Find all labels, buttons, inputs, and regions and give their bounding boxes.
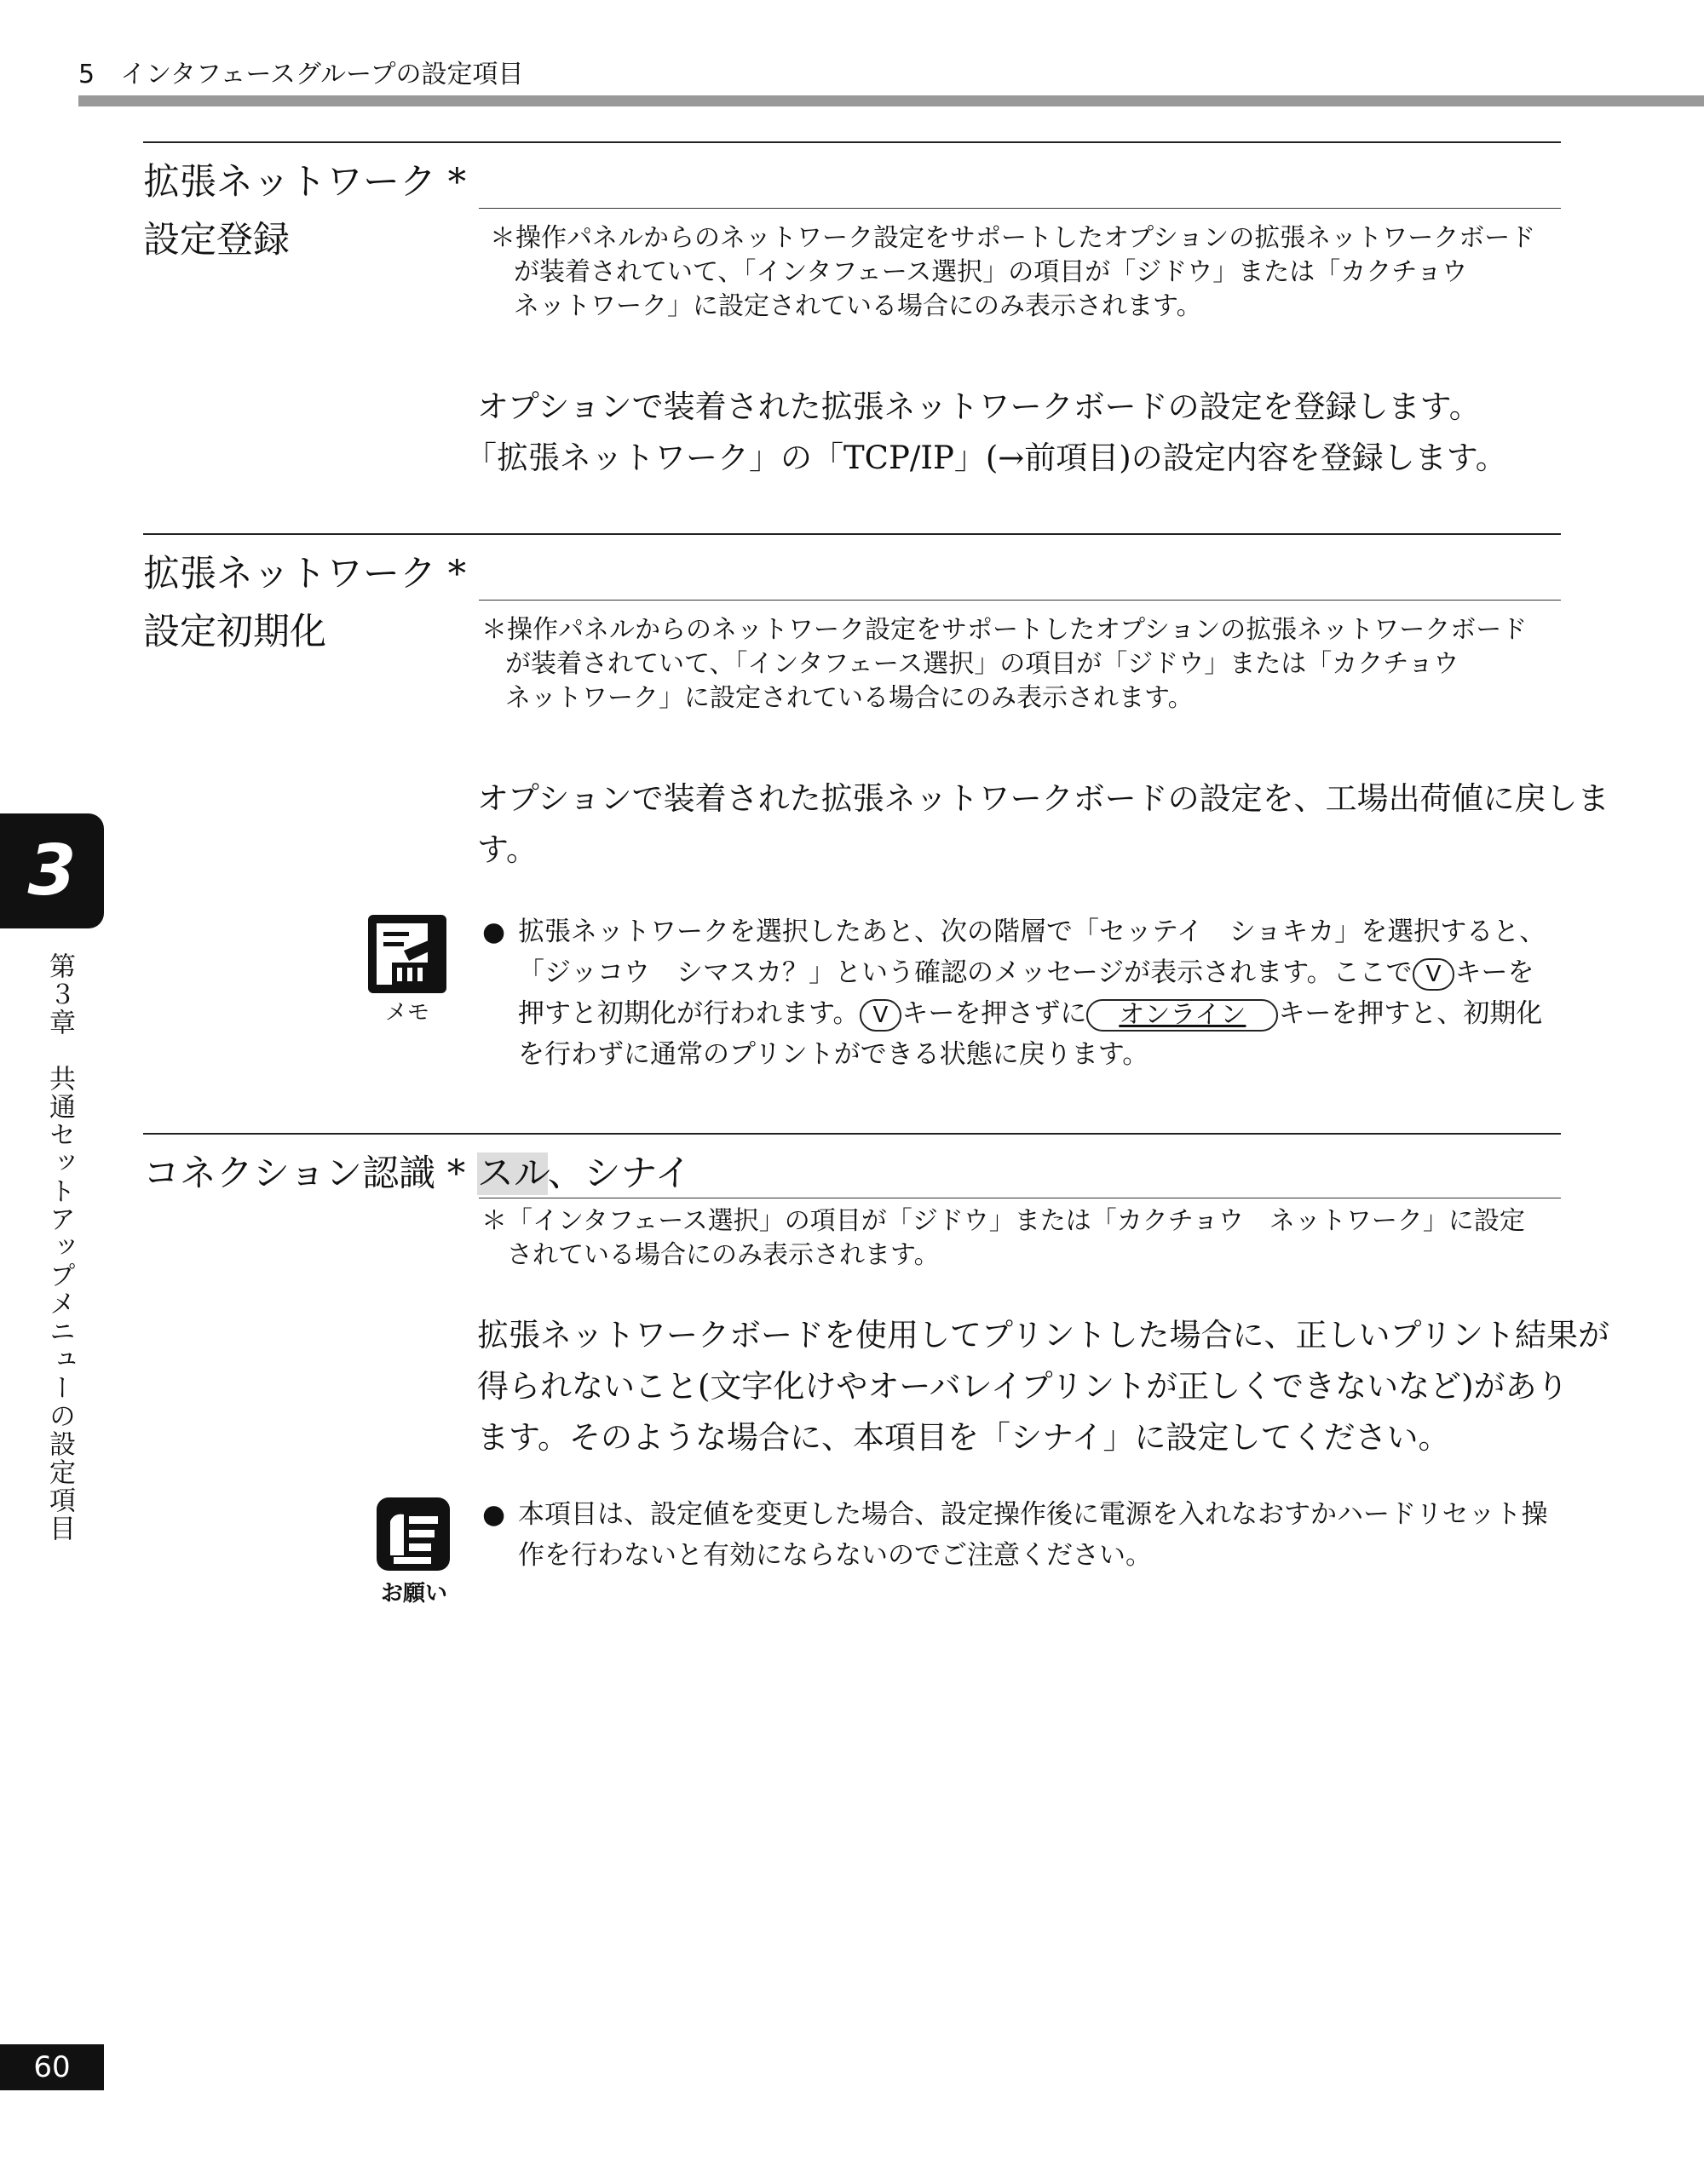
online-key: オンライン [1086, 999, 1278, 1032]
memo-line: を行わずに通常のプリントができる状態に戻ります。 [518, 1039, 1149, 1070]
body-line: す。 [477, 831, 538, 868]
section-rule [143, 141, 1561, 143]
memo-icon-label: メモ [384, 1000, 429, 1026]
body-line: 「拡張ネットワーク」の「TCP/IP」(→前項目)の設定内容を登録します。 [465, 440, 1507, 476]
memo-line: キーを [1454, 957, 1534, 988]
body-line: ます。そのような場合に、本項目を「シナイ」に設定してください。 [477, 1419, 1450, 1456]
caution-line: 本項目は、設定値を変更した場合、設定操作後に電源を入れなおすかハードリセット操 [518, 1499, 1548, 1530]
page-number: 60 [0, 2044, 104, 2090]
section-title-line1: 拡張ネットワーク * [143, 553, 467, 595]
memo-line: キーを押さずに [901, 998, 1087, 1029]
bullet-icon: ● [482, 917, 506, 947]
memo-line: 「ジッコウ シマスカ？」という確認のメッセージが表示されます。ここで [518, 957, 1413, 988]
note-line: が装着されていて、「インタフェース選択」の項目が「ジドウ」または「カクチョウ [505, 649, 1459, 679]
body-line: オプションで装着された拡張ネットワークボードの設定を登録します。 [477, 388, 1481, 425]
setting-values [477, 1145, 692, 1197]
note-line: されている場合にのみ表示されます。 [507, 1240, 940, 1270]
other-values: 、シナイ [547, 1152, 692, 1195]
section-note [481, 1204, 1580, 1273]
section-title: コネクション認識 * [143, 1152, 466, 1195]
section-note [490, 221, 1589, 324]
section-note [481, 613, 1580, 716]
section-rule [143, 1133, 1561, 1135]
memo-line: 拡張ネットワークを選択したあと、次の階層で「セッテイ ショキカ」を選択すると、 [518, 917, 1546, 947]
memo-line: キーを押すと、初期化 [1278, 998, 1543, 1029]
running-header: 5 インタフェースグループの設定項目 [78, 60, 524, 89]
bullet-icon: ● [482, 1499, 506, 1530]
chapter-tab: 3 [0, 813, 104, 928]
section-body [465, 382, 1559, 484]
v-key: V [1413, 958, 1455, 991]
v-key: V [860, 999, 902, 1032]
caution-icon [375, 1496, 452, 1576]
caution-icon-label: お願い [380, 1581, 447, 1606]
note-line: ＊操作パネルからのネットワーク設定をサポートしたオプションの拡張ネットワークボード [481, 615, 1528, 645]
note-line: ＊操作パネルからのネットワーク設定をサポートしたオプションの拡張ネットワークボード [490, 223, 1536, 253]
section-rule [143, 533, 1561, 535]
memo-icon [366, 913, 448, 998]
chapter-vertical-label: 第３章 共通セットアップメニューの設定項目 [44, 952, 75, 1543]
section-body [477, 1310, 1610, 1463]
section-title-line2: 設定初期化 [143, 611, 326, 653]
section-title-line2: 設定登録 [143, 219, 290, 262]
caution-line: 作を行わないと有効にならないのでご注意ください。 [518, 1540, 1152, 1571]
note-line: ＊「インタフェース選択」の項目が「ジドウ」または「カクチョウ ネットワーク」に設定 [481, 1206, 1525, 1236]
caution-text [482, 1494, 1556, 1576]
memo-text [482, 911, 1556, 1075]
section-title-line1: 拡張ネットワーク * [143, 161, 467, 204]
note-line: ネットワーク」に設定されている場合にのみ表示されます。 [505, 683, 1194, 713]
memo-line: 押すと初期化が行われます。 [518, 998, 860, 1029]
header-bar [78, 95, 1704, 106]
body-line: 拡張ネットワークボードを使用してプリントした場合に、正しいプリント結果が [477, 1317, 1610, 1354]
title-underline [479, 208, 1561, 209]
title-underline [479, 600, 1561, 601]
section-body [477, 773, 1609, 876]
body-line: オプションで装着された拡張ネットワークボードの設定を、工場出荷値に戻しま [477, 780, 1609, 817]
note-line: ネットワーク」に設定されている場合にのみ表示されます。 [514, 291, 1202, 321]
body-line: 得られないこと(文字化けやオーバレイプリントが正しくできないなど)があり [477, 1368, 1569, 1405]
note-line: が装着されていて、「インタフェース選択」の項目が「ジドウ」または「カクチョウ [514, 257, 1468, 287]
default-value: スル [477, 1152, 548, 1195]
